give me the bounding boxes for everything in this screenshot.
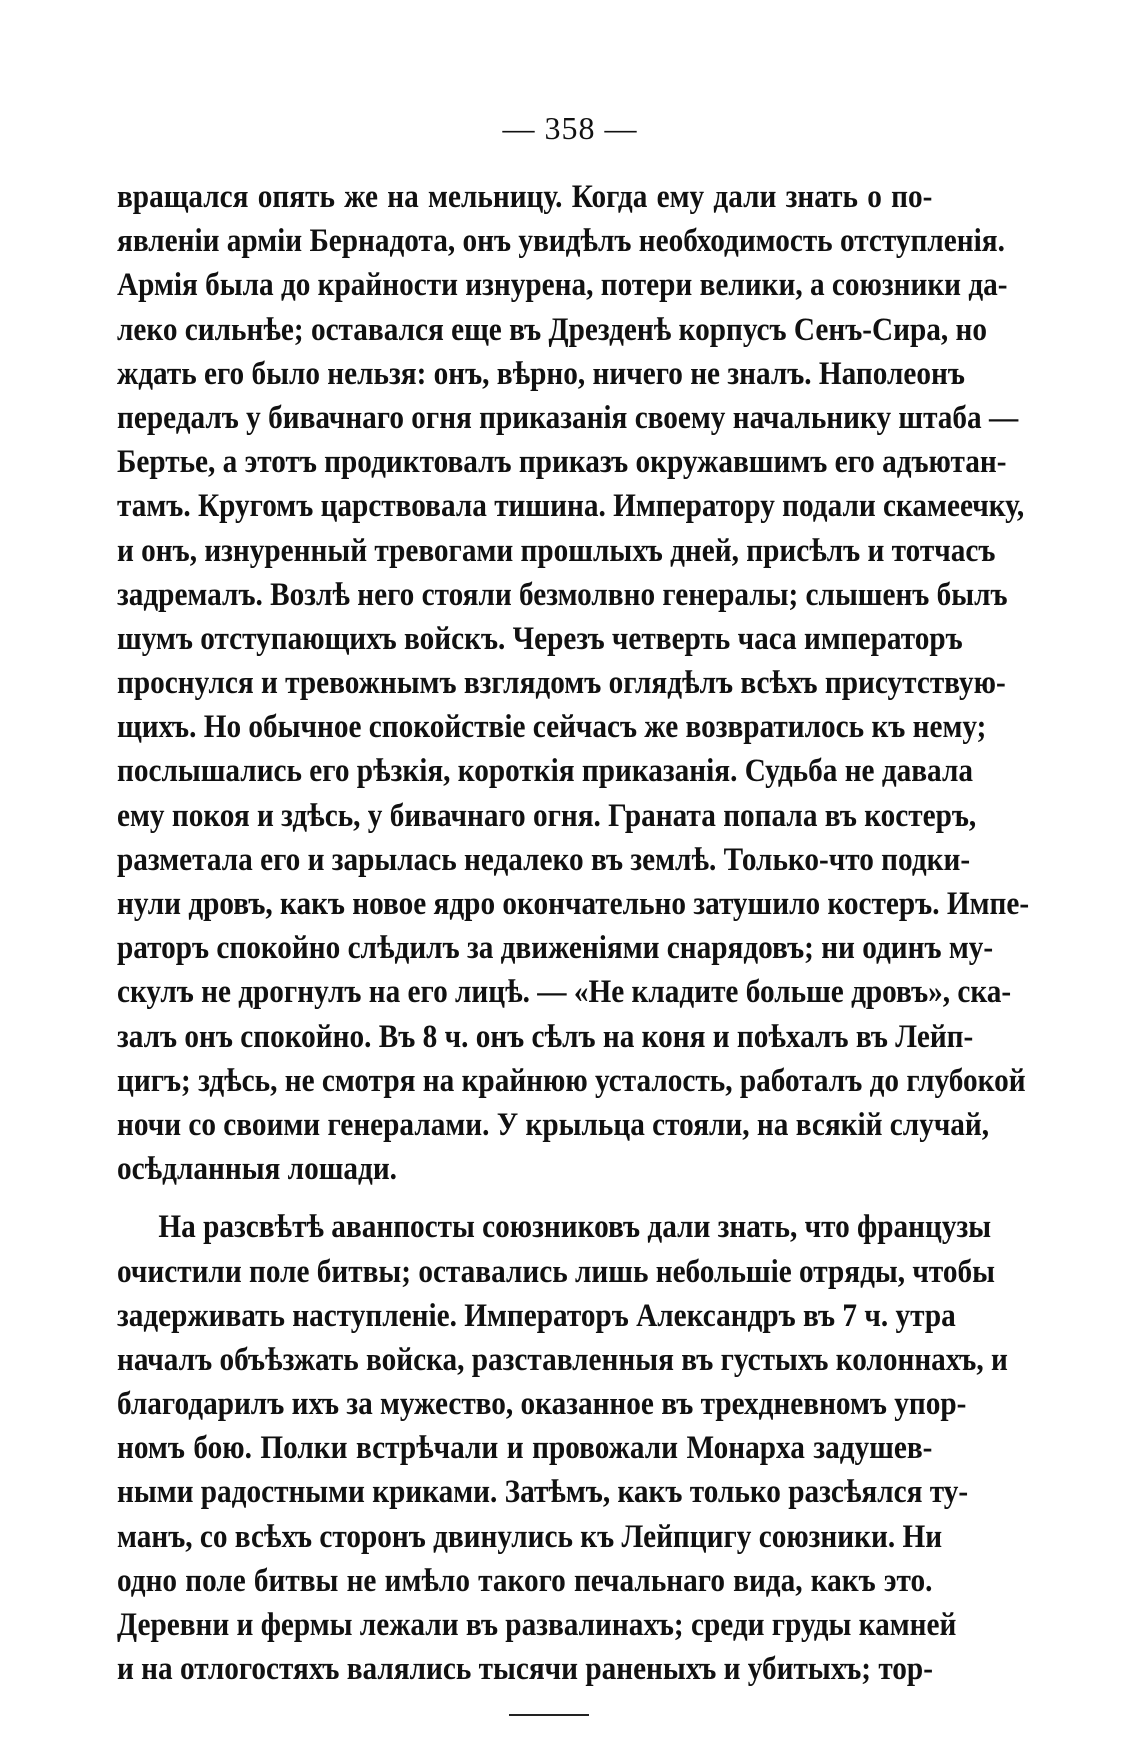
text-line: послышались его рѣзкія, короткія приказанія. Судьба не давала — [117, 753, 973, 790]
text-line: и онъ, изнуренный тревогами прошлыхъ дней, присѣлъ и тотчасъ — [117, 532, 996, 569]
text-line: разметала его и зарылась недалеко въ землѣ. Только-что подки- — [117, 841, 971, 878]
text-line: щихъ. Но обычное спокойствіе сейчасъ же возвратилось къ нему; — [117, 709, 987, 746]
text-line: Бертье, а этотъ продиктовалъ приказъ окружавшимъ его адъютан- — [117, 444, 1007, 481]
paragraph-gap — [117, 1191, 932, 1205]
text-line: ждать его было нельзя: онъ, вѣрно, ничего не зналъ. Наполеонъ — [117, 355, 965, 392]
paragraph — [117, 175, 1030, 1191]
text-line: На разсвѣтѣ аванпосты союзниковъ дали знать, что французы — [158, 1209, 992, 1246]
text-line: задерживать наступленіе. Императоръ Александръ въ 7 ч. утра — [117, 1297, 956, 1334]
text-line: началъ объѣзжать войска, разставленныя въ густыхъ колоннахъ, и — [117, 1341, 1008, 1378]
text-line: тамъ. Кругомъ царствовала тишина. Императору подали скамеечку, — [117, 488, 1025, 525]
text-line: вращался опять же на мельницу. Когда ему дали знать о по- — [117, 179, 933, 215]
text-line: Армія была до крайности изнурена, потери велики, а союзники да- — [117, 267, 1008, 304]
text-line: ными радостными криками. Затѣмъ, какъ только разсѣялся ту- — [117, 1474, 969, 1511]
text-line: передалъ у бивачнаго огня приказанія своему начальнику штаба — — [117, 399, 1019, 436]
text-line: нули дровъ, какъ новое ядро окончательно затушило костеръ. Импе- — [117, 886, 1030, 922]
paragraph — [117, 1205, 1008, 1691]
text-line: скулъ не дрогнулъ на его лицѣ. — «Не кладите больше дровъ», ска- — [117, 974, 1012, 1011]
text-line: благодарилъ ихъ за мужество, оказанное въ трехдневномъ упор- — [117, 1386, 967, 1423]
page-number: — 358 — — [502, 110, 638, 146]
text-line: ему покоя и здѣсь, у бивачнаго огня. Граната попала въ костеръ, — [117, 797, 977, 834]
text-line: ночи со своими генералами. У крыльца стояли, на всякій случай, — [117, 1106, 990, 1143]
text-line: Деревни и фермы лежали въ развалинахъ; среди груды камней — [117, 1607, 957, 1643]
footer-rule — [509, 1714, 589, 1716]
text-line: проснулся и тревожнымъ взглядомъ оглядѣлъ всѣхъ присутствую- — [117, 665, 1006, 702]
text-line: манъ, со всѣхъ сторонъ двинулись къ Лейпцигу союзники. Ни — [117, 1518, 943, 1555]
body-text — [117, 175, 1030, 1691]
text-line: явленіи арміи Бернадота, онъ увидѣлъ необходимость отступленія. — [117, 223, 1005, 260]
text-line: раторъ спокойно слѣдилъ за движеніями снарядовъ; ни одинъ му- — [117, 930, 994, 967]
text-line: леко сильнѣе; оставался еще въ Дрезденѣ корпусъ Сенъ-Сира, но — [117, 311, 987, 348]
text-line: одно поле битвы не имѣло такого печальнаго вида, какъ это. — [117, 1562, 933, 1599]
text-line: шумъ отступающихъ войскъ. Черезъ четверть часа императоръ — [117, 620, 963, 657]
text-line: осѣдланныя лошади. — [117, 1151, 397, 1188]
text-line: очистили поле битвы; оставались лишь небольшіе отряды, чтобы — [117, 1253, 995, 1290]
text-line: и на отлогостяхъ валялись тысячи раненыхъ и убитыхъ; тор- — [117, 1651, 933, 1688]
text-line: цигъ; здѣсь, не смотря на крайнюю усталость, работалъ до глубокой — [117, 1062, 1026, 1099]
text-line: номъ бою. Полки встрѣчали и провожали Монарха задушев- — [117, 1430, 933, 1467]
text-line: залъ онъ спокойно. Въ 8 ч. онъ сѣлъ на коня и поѣхалъ въ Лейп- — [117, 1018, 974, 1055]
text-line: задремалъ. Возлѣ него стояли безмолвно генералы; слышенъ былъ — [117, 576, 1008, 613]
